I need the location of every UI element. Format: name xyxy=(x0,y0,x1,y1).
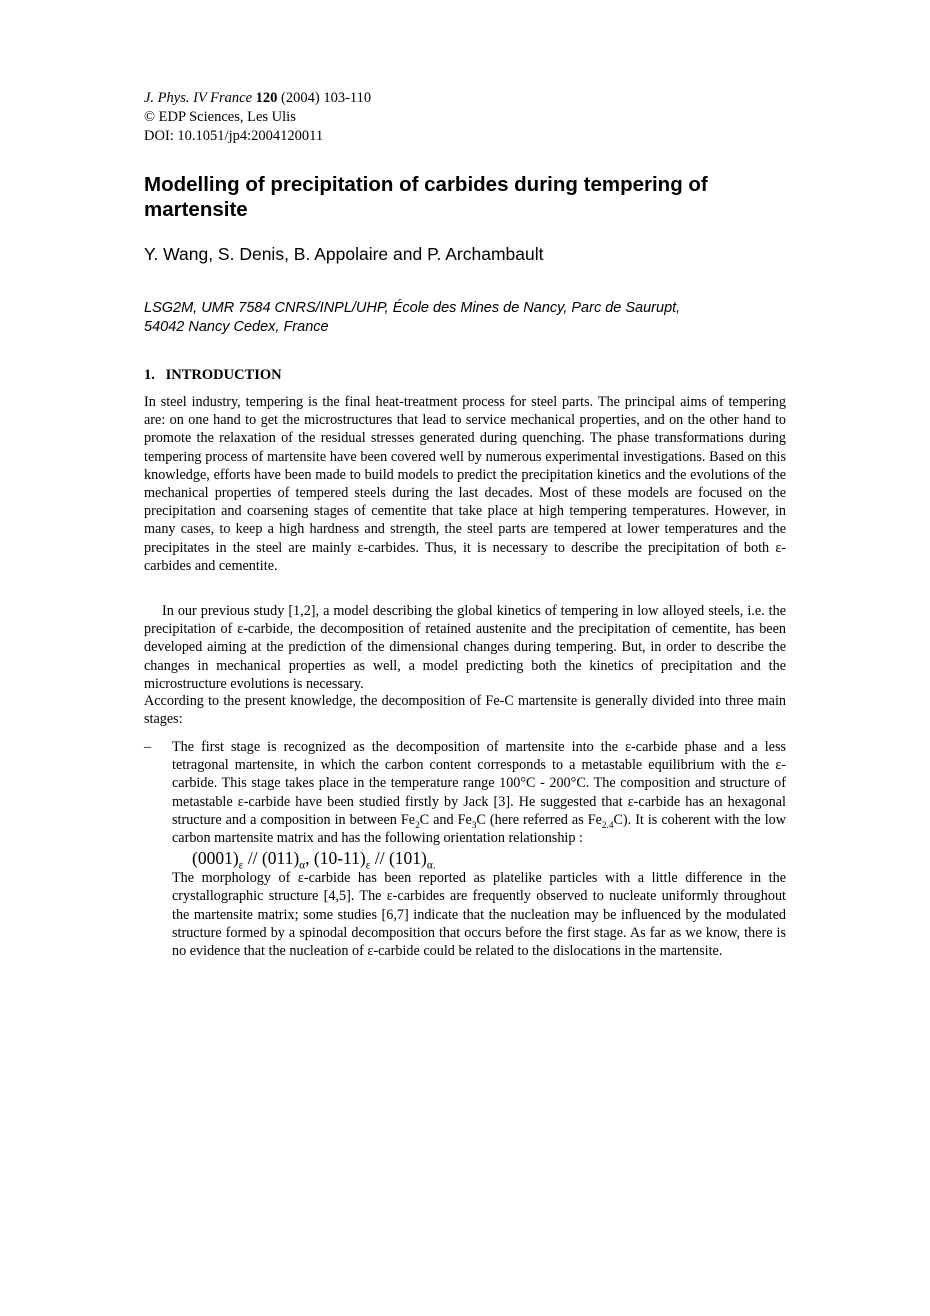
eq-term: (0001) xyxy=(192,848,239,869)
list-bullet: – xyxy=(144,739,152,755)
journal-header xyxy=(144,89,371,146)
eq-subscript: α. xyxy=(426,859,436,872)
first-stage-continued: The morphology of ε-carbide has been reported as platelike particles with a little difference in the crystallographic structure [4,5]. The ε-carbides are frequently observed to nucleate uniformly throughout the martensite matrix; some studies [6,7] indicate that the nucleation may be influenced by the modulated structure formed by a spinodal decomposition that occurs before the first stage. As far as we know, there is no evidence that the nucleation of ε-carbide could be related to the dislocations in the martensite. xyxy=(172,870,786,960)
list-item-first-stage xyxy=(172,738,786,960)
doi-line: DOI: 10.1051/jp4:2004120011 xyxy=(144,128,324,144)
text-run: C (here referred as Fe xyxy=(476,811,602,828)
section-heading-introduction xyxy=(144,366,282,385)
publisher-line: © EDP Sciences, Les Ulis xyxy=(144,109,296,125)
journal-volume: 120 xyxy=(255,90,278,106)
section-title: INTRODUCTION xyxy=(165,367,282,383)
orientation-equation xyxy=(172,847,786,872)
text-run: The first stage is recognized as the decomposition of martensite into the ε-carbide phase and a less tetragonal martensite, in which the carbon content corresponds to a metastable equilibrium with the ε-carbide. This stage takes place in the temperature range 100°C - 200°C. The composition and structure of metastable ε-carbide have been studied firstly by Jack [3]. He suggested that ε-carbide has an hexagonal structure and a composition in between Fe xyxy=(172,739,786,828)
subscript: 2 xyxy=(415,819,420,830)
stages-list xyxy=(144,738,786,960)
journal-name: J. Phys. IV France xyxy=(144,90,253,106)
text-run: C and Fe xyxy=(419,811,472,828)
citation-line xyxy=(144,89,371,108)
subscript: 2.4 xyxy=(601,819,614,830)
intro-paragraph-3: According to the present knowledge, the decomposition of Fe-C martensite is generally divided into three main stages: xyxy=(144,693,786,728)
eq-subscript: ε xyxy=(365,859,371,872)
affiliation-line-1: LSG2M, UMR 7584 CNRS/INPL/UHP, École des Mines de Nancy, Parc de Saurupt, xyxy=(144,300,681,316)
first-stage-text xyxy=(172,738,786,847)
author-list: Y. Wang, S. Denis, B. Appolaire and P. Archambault xyxy=(144,244,544,264)
affiliation xyxy=(144,299,784,337)
eq-term: , (10-11) xyxy=(305,848,366,869)
affiliation-line-2: 54042 Nancy Cedex, France xyxy=(144,319,329,335)
section-number: 1. xyxy=(144,367,155,383)
eq-term: // (101) xyxy=(370,848,427,869)
eq-subscript: ε xyxy=(238,859,244,872)
eq-term: // (011) xyxy=(243,848,300,869)
subscript: 3 xyxy=(471,819,477,830)
intro-paragraph-1: In steel industry, tempering is the final heat-treatment process for steel parts. The principal aims of tempering are: on one hand to get the microstructures that lead to service mechanical properties, and on the other hand to promote the relaxation of the residual stresses generated during quenching. The phase transformations during tempering process of martensite have been covered well by numerous experimental investigations. Based on this knowledge, efforts have been made to build models to predict the precipitation kinetics and the evolutions of the mechanical properties of tempered steels during the last decades. Most of these models are focused on the precipitation and coarsening stages of cementite that take place at high tempering temperatures. However, in many cases, to keep a high hardness and strength, the steel parts are tempered at lower temperatures and the precipitates in the steel are mainly ε-carbides. Thus, it is necessary to describe the precipitation of both ε-carbides and cementite. xyxy=(144,394,786,574)
paper-title: Modelling of precipitation of carbides during tempering of martensite xyxy=(144,173,708,221)
journal-year-pages: (2004) 103-110 xyxy=(281,90,372,106)
eq-subscript: α xyxy=(299,859,306,872)
text-run: C). It is coherent with the low carbon martensite matrix and has the following orientation relationship : xyxy=(172,811,786,847)
intro-paragraph-2: In our previous study [1,2], a model describing the global kinetics of tempering in low alloyed steels, i.e. the precipitation of ε-carbide, the decomposition of retained austenite and the precipitation of cementite, has been developed aiming at the prediction of the dimensional changes during tempering. But, in order to describe the changes in mechanical properties as well, a model predicting both the kinetics of precipitation and the microstructure evolutions is necessary. xyxy=(144,603,786,692)
